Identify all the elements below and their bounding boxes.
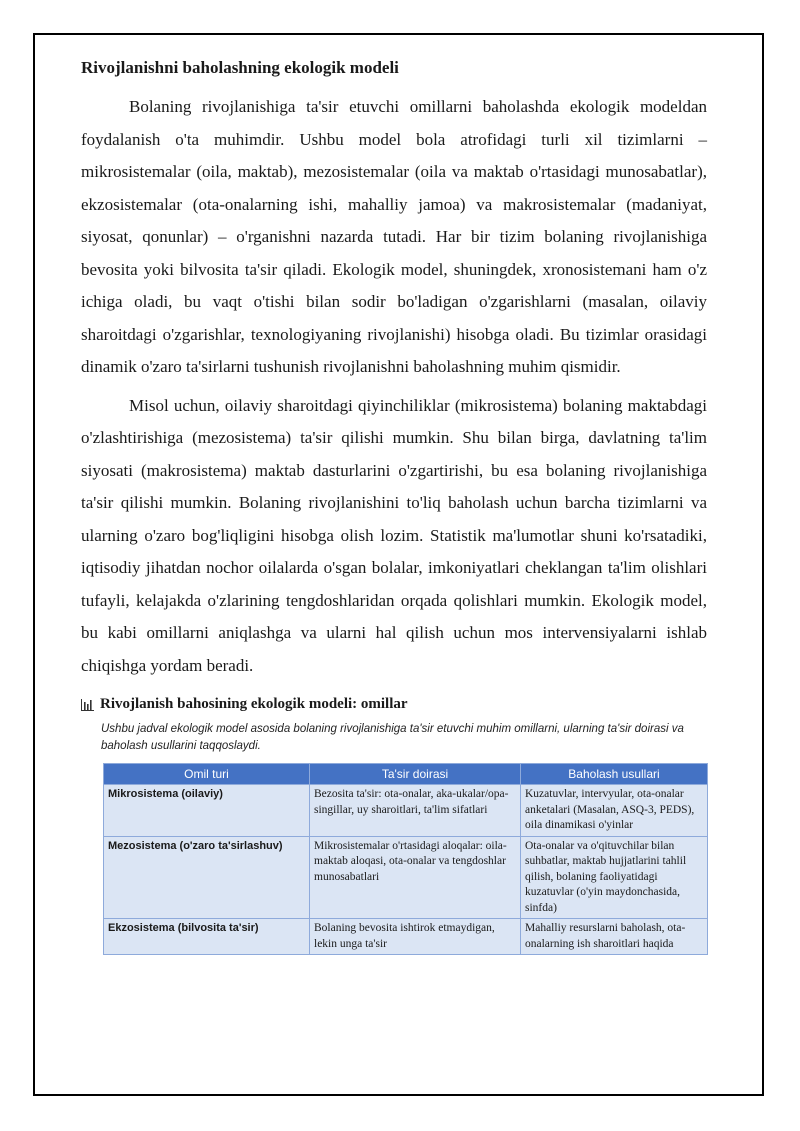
- section-heading: Rivojlanishni baholashning ekologik modeli: [81, 58, 399, 77]
- table-row: [104, 919, 708, 955]
- methods-cell: Ota-onalar va o'qituvchilar bilan suhbatlar, maktab hujjatlarini tahlil qilish, bolaning faoliyatidagi kuzatuvlar (o'yin maydonchasida, sinfda): [521, 836, 708, 919]
- table-row: [104, 785, 708, 837]
- scope-cell: Bezosita ta'sir: ota-onalar, aka-ukalar/opa-singillar, uy sharoitlari, ta'lim sifatlari: [310, 785, 521, 837]
- methods-cell: Mahalliy resurslarni baholash, ota-onalarning ish sharoitlari haqida: [521, 919, 708, 955]
- factor-type-cell: Ekzosistema (bilvosita ta'sir): [104, 919, 310, 955]
- figure-title: [81, 696, 707, 713]
- column-header: Ta'sir doirasi: [310, 764, 521, 785]
- scope-cell: Bolaning bevosita ishtirok etmaydigan, lekin unga ta'sir: [310, 919, 521, 955]
- scope-cell: Mikrosistemalar o'rtasidagi aloqalar: oila-maktab aloqasi, ota-onalar va tengdoshlar munosabatlari: [310, 836, 521, 919]
- table-row: [104, 836, 708, 919]
- bar-chart-icon: [81, 699, 94, 711]
- factor-type-cell: Mikrosistema (oilaviy): [104, 785, 310, 837]
- column-header: Omil turi: [104, 764, 310, 785]
- factors-table: [103, 763, 708, 955]
- table-header-row: [104, 764, 708, 785]
- figure-title-text: Rivojlanish bahosining ekologik modeli: omillar: [100, 696, 408, 712]
- factor-type-cell: Mezosistema (o'zaro ta'sirlashuv): [104, 836, 310, 919]
- figure-caption: Ushbu jadval ekologik model asosida bolaning rivojlanishiga ta'sir etuvchi muhim omillarni, ularning ta'sir doirasi va baholash usullarini taqqoslaydi.: [101, 723, 684, 752]
- methods-cell: Kuzatuvlar, intervyular, ota-onalar anketalari (Masalan, ASQ-3, PEDS), oila dinamikasi o'yinlar: [521, 785, 708, 837]
- paragraph-2: Misol uchun, oilaviy sharoitdagi qiyinchiliklar (mikrosistema) bolaning maktabdagi o'zlashtirishiga (mezosistema) ta'sir qilishi mumkin. Shu bilan birga, davlatning ta'lim siyosati (makrosistema) maktab dasturlarini o'zgartirishi, bu esa bolaning rivojlanishiga ta'sir qilishi mumkin. Bolaning rivojlanishini to'liq baholash uchun barcha tizimlarni va ularning o'zaro bog'liqligini hisobga olish lozim. Statistik ma'lumotlar shuni ko'rsatadiki, iqtisodiy jihatdan nochor oilalarda o'sgan bolalar, imkoniyatlari cheklangan ta'lim olishlari tufayli, kelajakda o'zlarining tengdoshlaridan orqada qolishlari mumkin. Ekologik model, bu kabi omillarni aniqlashga va ularni hal qilish uchun mos intervensiyalarni ishlab chiqishga yordam beradi.: [81, 395, 707, 675]
- document-body: [81, 57, 707, 955]
- paragraph-1: Bolaning rivojlanishiga ta'sir etuvchi omillarni baholashda ekologik modeldan foydalanish o'ta muhimdir. Ushbu model bola atrofidagi turli xil tizimlarni – mikrosistemalar (oila, maktab), mezosistemalar (oila va maktab o'rtasidagi munosabatlar), ekzosistemalar (ota-onalarning ishi, mahalliy jamoa) va makrosistemalar (madaniyat, siyosat, qonunlar) – o'rganishni nazarda tutadi. Har bir tizim bolaning rivojlanishiga bevosita yoki bilvosita ta'sir qiladi. Ekologik model, shuningdek, xronosistemani ham o'z ichiga oladi, bu vaqt o'tishi bilan sodir bo'ladigan o'zgarishlarni (masalan, oilaviy sharoitdagi o'zgarishlar, texnologiyaning rivojlanishi) hisobga oladi. Bu tizimlar orasidagi dinamik o'zaro ta'sirlarni tushunish rivojlanishni baholashning muhim qismidir.: [81, 97, 707, 376]
- column-header: Baholash usullari: [521, 764, 708, 785]
